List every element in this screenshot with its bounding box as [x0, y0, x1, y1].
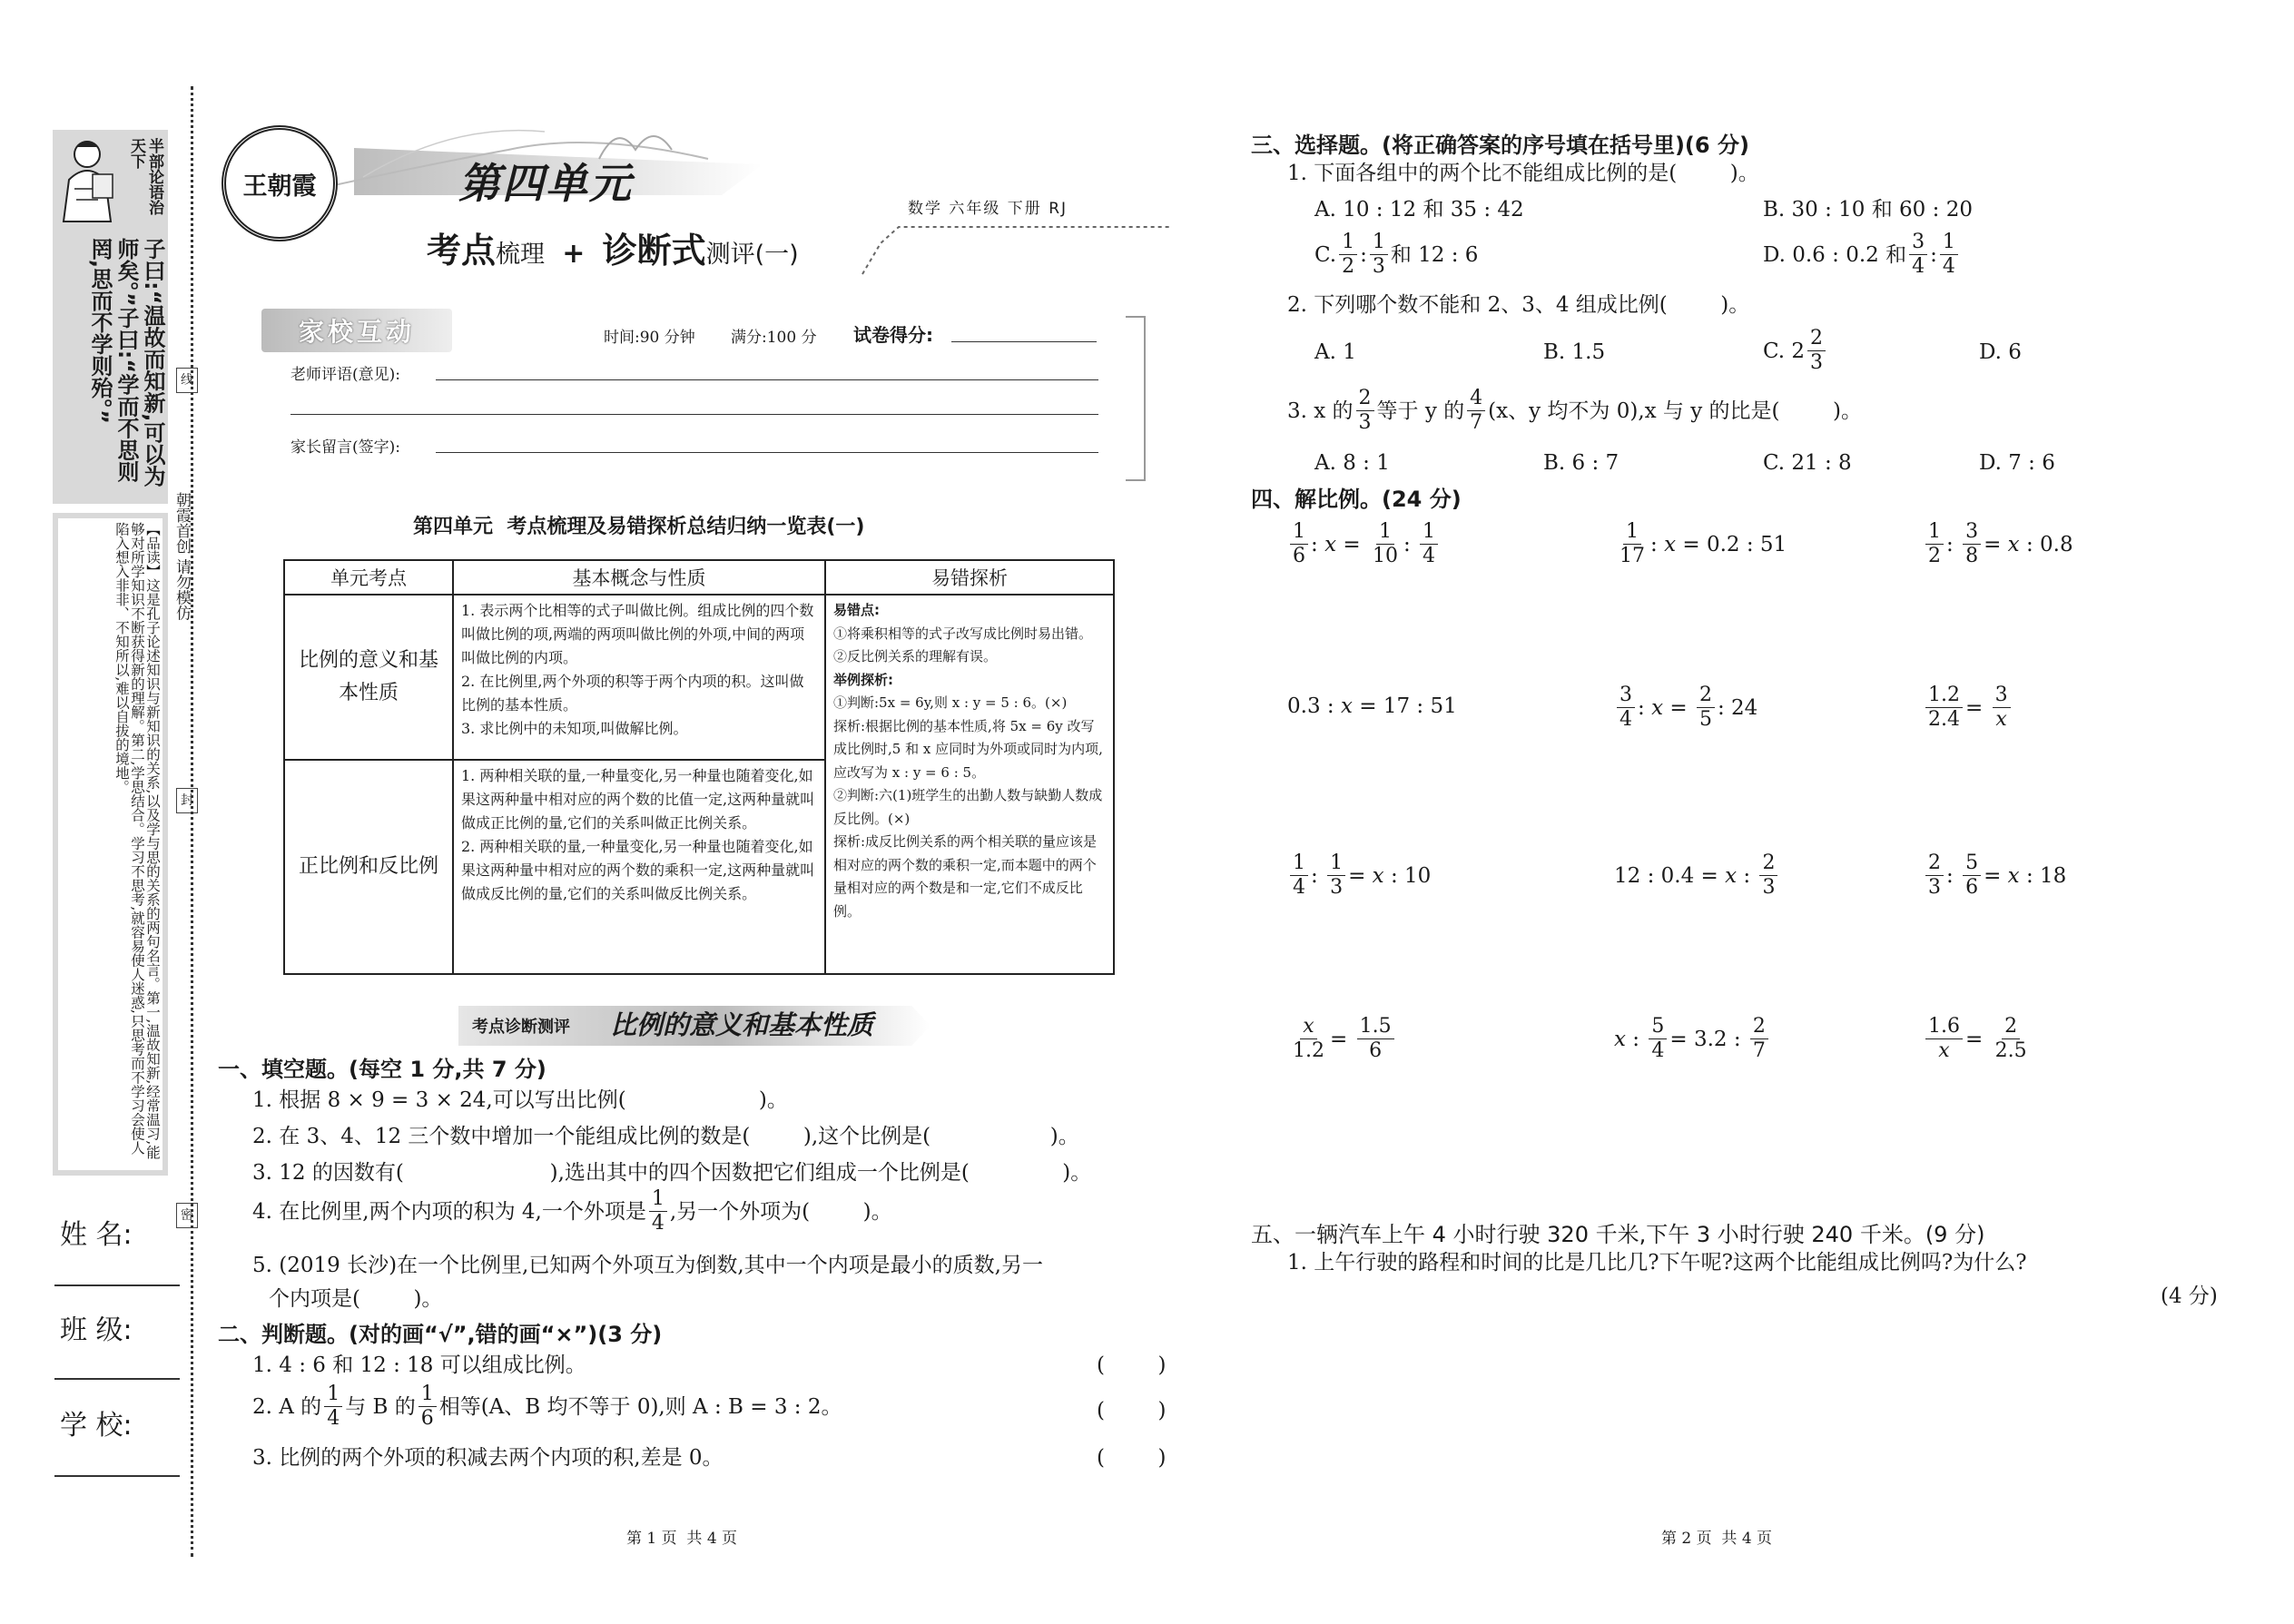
part3-q1-option-b[interactable]: B. 30 : 10 和 60 : 20 [1763, 198, 1973, 221]
part3-q2-option-c[interactable]: C. 2 2 3 [1763, 329, 1828, 373]
table-title: 第四单元 考点梳理及易错探析总结归纳一览表(一) [413, 516, 865, 538]
binding-dotted-line [191, 86, 193, 1557]
part2-q1: 1. 4 : 6 和 12 : 18 可以组成比例。 [252, 1353, 586, 1377]
part2-heading: 二、判断题。(对的画“√”,错的画“×”)(3 分) [218, 1322, 663, 1347]
name-label: 姓 名: [60, 1219, 133, 1251]
score-field[interactable] [951, 341, 1097, 342]
teacher-comment-line-1[interactable] [436, 379, 1098, 380]
part1-q1: 1. 根据 8 × 9 = 3 × 24,可以写出比例( )。 [252, 1088, 788, 1112]
table-errors-cell: 易错点: ①将乘积相等的式子改写成比例时易出错。 ②反比例关系的理解有误。 举例探析: ①判断:5x = 6y,则 x : y = 5 : 6。(×) 探析:根据比例的基本性质,将 5x = 6y 改写成比例时,5 和 x 应同时为外项或同时为内项,应改写为 x : y = 6 : 5。 ②判断:六(1)班学生的出勤人数与缺勤人数成反比例。(×) 探析:成反比例关系的两个相关联的量应该是相对应的两个数的乘积一定,而本题中的两个量相对应的两个数是和一定,它们不成反比例。 [825, 595, 1114, 974]
part2-q2-answer[interactable]: ( ) [1097, 1399, 1167, 1422]
proportion-10: x 1.2 = 1.5 6 [1287, 1017, 1397, 1061]
part3-q2-option-b[interactable]: B. 1.5 [1543, 340, 1606, 364]
part2-q1-answer[interactable]: ( ) [1097, 1353, 1167, 1377]
teacher-comment-line-2[interactable] [290, 414, 1098, 415]
parent-message-line[interactable] [436, 452, 1098, 453]
part3-q2-option-a[interactable]: A. 1 [1314, 340, 1356, 364]
brand-logo [222, 125, 338, 241]
info-bracket [1126, 316, 1146, 481]
part3-q1: 1. 下面各组中的两个比不能组成比例的是( )。 [1287, 162, 1759, 185]
proportion-11: x : 5 4 = 3.2 : 2 7 [1614, 1017, 1771, 1061]
part3-q3: 3. x 的 2 3 等于 y 的 4 7 (x、y 均不为 0),x 与 y 的比是( )。 [1287, 387, 1862, 434]
table-header-concepts: 基本概念与性质 [453, 560, 825, 595]
full-score: 满分:100 分 [731, 329, 817, 347]
proportion-5: 3 4 : x = 2 5 : 24 [1614, 685, 1757, 730]
part2-q2: 2. A 的 1 4 与 B 的 1 6 相等(A、B 均不等于 0),则 A : B = 3 : 2。 [252, 1383, 842, 1430]
title-underline [581, 200, 1180, 281]
part3-q1-option-d[interactable]: D. 0.6 : 0.2 和 3 4 : 1 4 [1763, 232, 1961, 277]
part3-q2-option-d[interactable]: D. 6 [1979, 340, 2022, 364]
brand-logo-text: 王朝霞 [242, 172, 317, 201]
part3-q3-option-d[interactable]: D. 7 : 6 [1979, 451, 2055, 475]
name-line[interactable] [54, 1284, 180, 1286]
table-row-1-concepts: 1. 表示两个比相等的式子叫做比例。组成比例的四个数叫做比例的项,两端的两项叫做比例的外项,中间的两项叫做比例的内项。 2. 在比例里,两个外项的积等于两个内项的积。这叫做比例的基本性质。 3. 求比例中的未知项,叫做解比例。 [453, 595, 825, 760]
grade-badge: 数学 六年级 下册 RJ [908, 200, 1068, 218]
school-label: 学 校: [60, 1410, 133, 1442]
proportion-12: 1.6 x = 2 2.5 [1923, 1017, 2033, 1061]
proportion-9: 2 3 : 5 6 = x : 18 [1923, 853, 2066, 898]
binding-mark-mi: 密 [176, 1203, 198, 1228]
diagnostic-tag: 考点诊断测评 [472, 1018, 570, 1037]
scholar-illustration [56, 134, 122, 225]
part3-q1-option-c[interactable]: C. 1 2 : 1 3 和 12 : 6 [1314, 231, 1479, 278]
part4-heading: 四、解比例。(24 分) [1251, 487, 1462, 512]
proportion-6: 1.2 2.4 = 3 x [1923, 685, 2013, 730]
table-header-topic: 单元考点 [284, 560, 453, 595]
binding-mark-feng: 封 [176, 788, 198, 813]
proportion-4: 0.3 : x = 17 : 51 [1287, 694, 1457, 718]
proportion-7: 1 4 : 1 3 = x : 10 [1287, 853, 1431, 898]
summary-table [283, 559, 1113, 975]
copyright-note: 朝霞首创 请勿模仿 [172, 492, 191, 621]
proportion-2: 1 17 : x = 0.2 : 51 [1620, 520, 1787, 567]
part3-heading: 三、选择题。(将正确答案的序号填在括号里)(6 分) [1251, 133, 1749, 158]
diagnostic-title: 比例的意义和基本性质 [610, 1009, 874, 1040]
table-header-errors: 易错探析 [825, 560, 1114, 595]
part1-q4: 4. 在比例里,两个内项的积为 4,一个外项是 1 4 ,另一个外项为( )。 [252, 1187, 892, 1235]
home-school-tag: 家校互动 [261, 309, 452, 352]
score-label: 试卷得分: [853, 324, 933, 346]
part5-q1-score: (4 分) [2161, 1284, 2218, 1308]
school-line[interactable] [54, 1475, 180, 1477]
proportion-3: 1 2 : 3 8 = x : 0.8 [1923, 522, 2073, 566]
page-1-number: 第 1 页 共 4 页 [626, 1530, 738, 1548]
part1-q2: 2. 在 3、4、12 三个数中增加一个能组成比例的数是( ),这个比例是( )。 [252, 1125, 1079, 1148]
part3-q3-option-b[interactable]: B. 6 : 7 [1543, 451, 1620, 475]
part2-q3-answer[interactable]: ( ) [1097, 1446, 1167, 1470]
binding-mark-xian: 线 [176, 368, 198, 393]
time-limit: 时间:90 分钟 [604, 329, 695, 347]
table-row-2-topic: 正比例和反比例 [284, 760, 453, 974]
proportion-1: 1 6 : x = 1 10 : 1 4 [1287, 522, 1441, 566]
part1-heading: 一、填空题。(每空 1 分,共 7 分) [218, 1057, 546, 1082]
table-row-2-concepts: 1. 两种相关联的量,一种量变化,另一种量也随着变化,如果这两种量中相对应的两个数的比值一定,这两种量就叫做成正比例的量,它们的关系叫做正比例关系。 2. 两种相关联的量,一种量变化,另一种量也随着变化,如果这两种量中相对应的两个数的乘积一定,这两种量就叫做成反比例的量,它们的关系叫做反比例关系。 [453, 760, 825, 974]
main-title: 考点梳理 + 诊断式测评(一) [427, 231, 799, 271]
class-label: 班 级: [60, 1314, 133, 1346]
motto-heading: 半部论语治天下 [127, 138, 163, 215]
part5-q1: 1. 上午行驶的路程和时间的比是几比几?下午呢?这两个比能组成比例吗?为什么? [1287, 1251, 2027, 1275]
reading-note: 【品读】这是孔子论述知识与新知识的关系,以及学与思的关系的两句名言。第一,温故知新,经常温习,能够对所学知识不断获得新的理解。第二,学思结合。学习不思考,就容易使人迷惑,只思考而不学习会使人陷入想入非非、不知所以,难以自拔的境地。 [113, 522, 161, 1159]
unit-title: 第四单元 [458, 159, 633, 208]
part1-q5-line1: 5. (2019 长沙)在一个比例里,已知两个外项互为倒数,其中一个内项是最小的质数,另一 [252, 1254, 1043, 1277]
part3-q1-option-a[interactable]: A. 10 : 12 和 35 : 42 [1314, 198, 1524, 221]
part1-q5-line2: 个内项是( )。 [269, 1287, 443, 1311]
class-line[interactable] [54, 1378, 180, 1380]
parent-message-label: 家长留言(签字): [290, 438, 400, 457]
part1-q3: 3. 12 的因数有( ),选出其中的四个因数把它们组成一个比例是( )。 [252, 1161, 1092, 1185]
part3-q3-option-c[interactable]: C. 21 : 8 [1763, 451, 1852, 475]
teacher-comment-label: 老师评语(意见): [290, 366, 400, 384]
page-2-number: 第 2 页 共 4 页 [1661, 1530, 1773, 1548]
part5-heading: 五、一辆汽车上午 4 小时行驶 320 千米,下午 3 小时行驶 240 千米。(9 分) [1251, 1222, 1985, 1247]
confucius-quote: 子曰:“温故而知新,可以为师矣。”子曰:“学而不思则罔,思而不学则殆。” [87, 238, 165, 487]
part3-q3-option-a[interactable]: A. 8 : 1 [1314, 451, 1390, 475]
part3-q2: 2. 下列哪个数不能和 2、3、4 组成比例( )。 [1287, 293, 1750, 317]
fraction-1-4: 1 4 [649, 1189, 667, 1234]
table-row-1-topic: 比例的意义和基本性质 [284, 595, 453, 760]
part2-q3: 3. 比例的两个外项的积减去两个内项的积,差是 0。 [252, 1446, 724, 1470]
proportion-8: 12 : 0.4 = x : 2 3 [1614, 853, 1780, 898]
